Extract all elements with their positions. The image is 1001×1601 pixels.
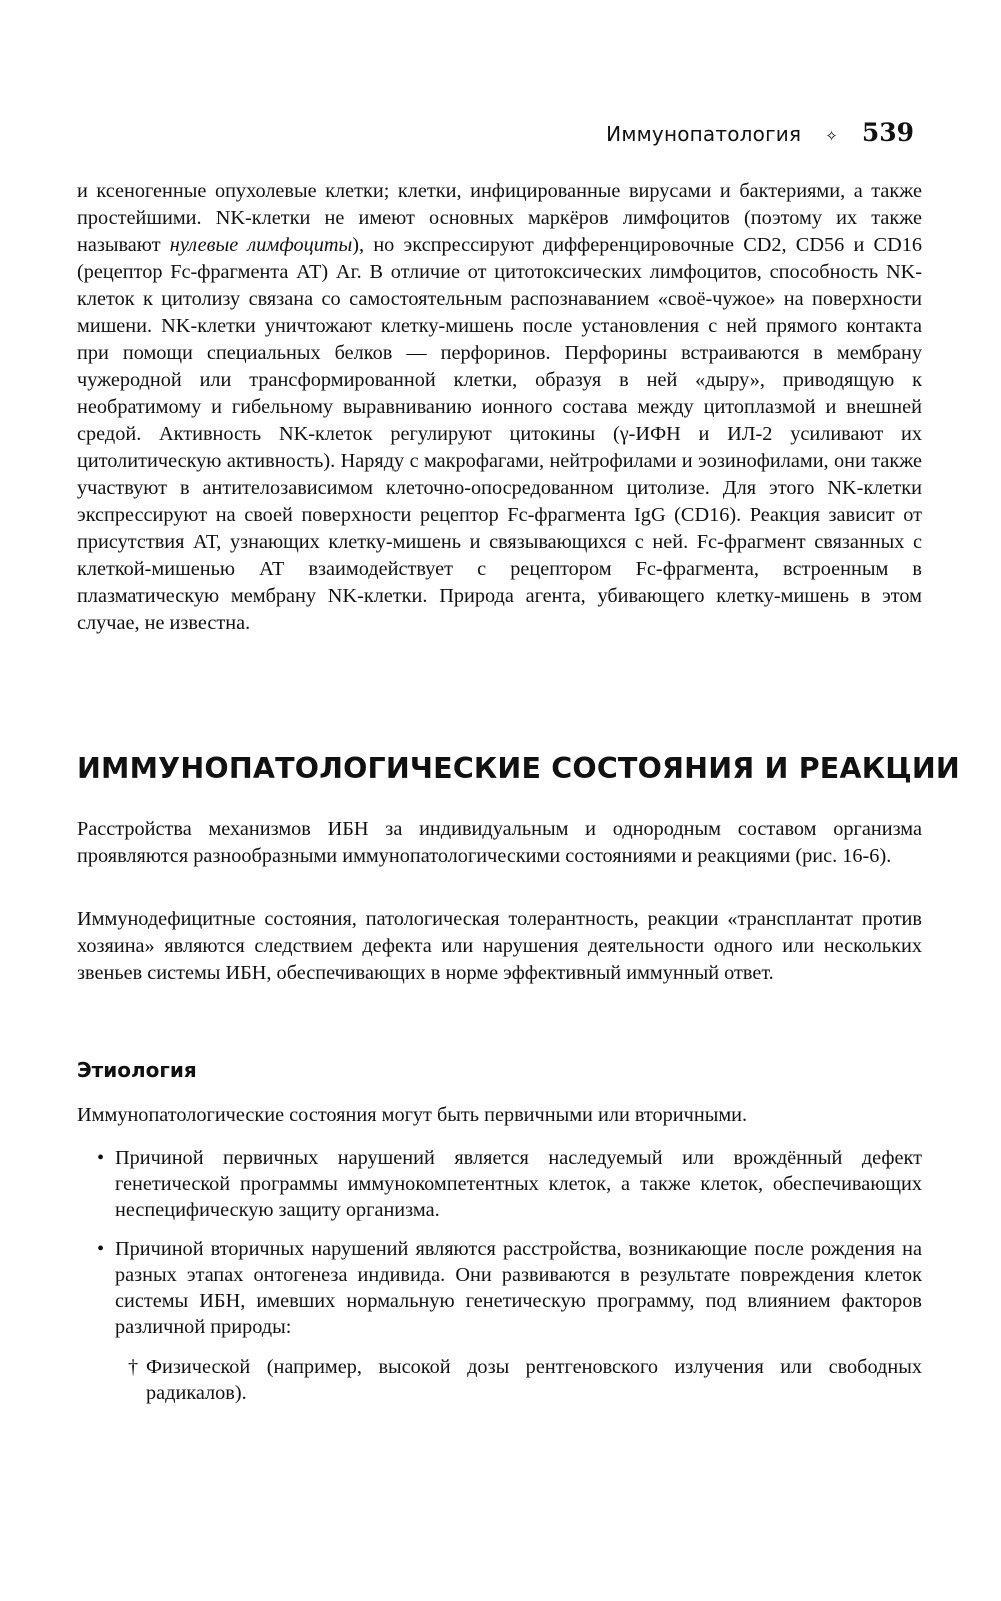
running-head-title: Иммунопатология <box>606 122 802 146</box>
sub-list-item-text: Физической (например, высокой дозы рентгеновского излучения или свободных радикалов). <box>146 1356 922 1404</box>
running-head <box>606 118 914 147</box>
paragraph-disorders: Расстройства механизмов ИБН за индивидуальным и однородным составом организма проявляются разнообразными иммунопатологическими состояниями и реакциями (рис. 16-6). <box>77 818 922 867</box>
paragraph-text: и ксеногенные опухолевые клетки; клетки, инфицированные вирусами и бактериями, а также простейшими. NK-клетки не имеют основных маркёров лимфоцитов (поэтому их также называют <box>77 180 922 256</box>
list-item-text: Причиной первичных нарушений является наследуемый или врождённый дефект генетической программы иммунокомпетентных клеток, а также клеток, обеспечивающих неспецифическую защиту организма. <box>115 1147 922 1221</box>
paragraph-text: ), но экспрессируют дифференцировочные CD2, CD56 и CD16 (рецептор Fc-фрагмента АТ) Аг. В отличие от цитотоксических лимфоцитов, способность NK-клеток к цитолизу связана со самостоятельным распознаванием «своё-чужое» на поверхности мишени. NK-клетки уничтожают клетку-мишень после установления с ней прямого контакта при помощи специальных белков — перфоринов. Перфорины встраиваются в мембрану чужеродной или трансформированной клетки, образуя в ней «дыру», приводящую к необратимому и гибельному выравниванию ионного состава между цитоплазмой и внешней средой. Активность NK-клеток регулируют цитокины (γ-ИФН и ИЛ-2 усиливают их цитолитическую активность). Наряду с макрофагами, нейтрофилами и эозинофилами, они также участвуют в антителозависимом клеточно-опосредованном цитолизе. Для этого NK-клетки экспрессируют на своей поверхности рецептор Fc-фрагмента IgG (CD16). Реакция зависит от присутствия АТ, узнающих клетку-мишень и связывающихся с ней. Fc-фрагмент связанных с клеткой-мишенью АТ взаимодействует с рецептором Fc-фрагмента, встроенным в плазматическую мембрану NK-клетки. Природа агента, убивающего клетку-мишень в этом случае, не известна. <box>77 234 923 634</box>
diamond-ornament-icon: ✧ <box>825 127 838 145</box>
list-item-text: Причиной вторичных нарушений являются расстройства, возникающие после рождения на разных этапах онтогенеза индивида. Они развиваются в результате повреждения клеток системы ИБН, имевших нормальную генетическую программу, под влиянием факторов различной природы: <box>115 1238 922 1338</box>
paragraph-immunodeficiency: Иммунодефицитные состояния, патологическая толерантность, реакции «трансплантат против хозяина» являются следствием дефекта или нарушения деятельности одного или нескольких звеньев системы ИБН, обеспечивающих в норме эффективный иммунный ответ. <box>77 908 922 984</box>
bullet-icon: • <box>97 1147 105 1169</box>
italic-term: нулевые лимфоциты <box>169 234 353 256</box>
section-heading: ИММУНОПАТОЛОГИЧЕСКИЕ СОСТОЯНИЯ И РЕАКЦИИ <box>77 752 960 785</box>
paragraph-primary-secondary: Иммунопатологические состояния могут быть первичными или вторичными. <box>77 1104 748 1126</box>
sub-list-item <box>128 1354 922 1406</box>
list-item <box>97 1236 922 1340</box>
subheading-etiology: Этиология <box>77 1058 197 1082</box>
bullet-icon: • <box>97 1238 105 1260</box>
paragraph-nk-cells <box>77 178 922 637</box>
page-number: 539 <box>861 118 914 147</box>
dagger-bullet-icon: † <box>128 1356 139 1378</box>
list-item <box>97 1145 922 1223</box>
